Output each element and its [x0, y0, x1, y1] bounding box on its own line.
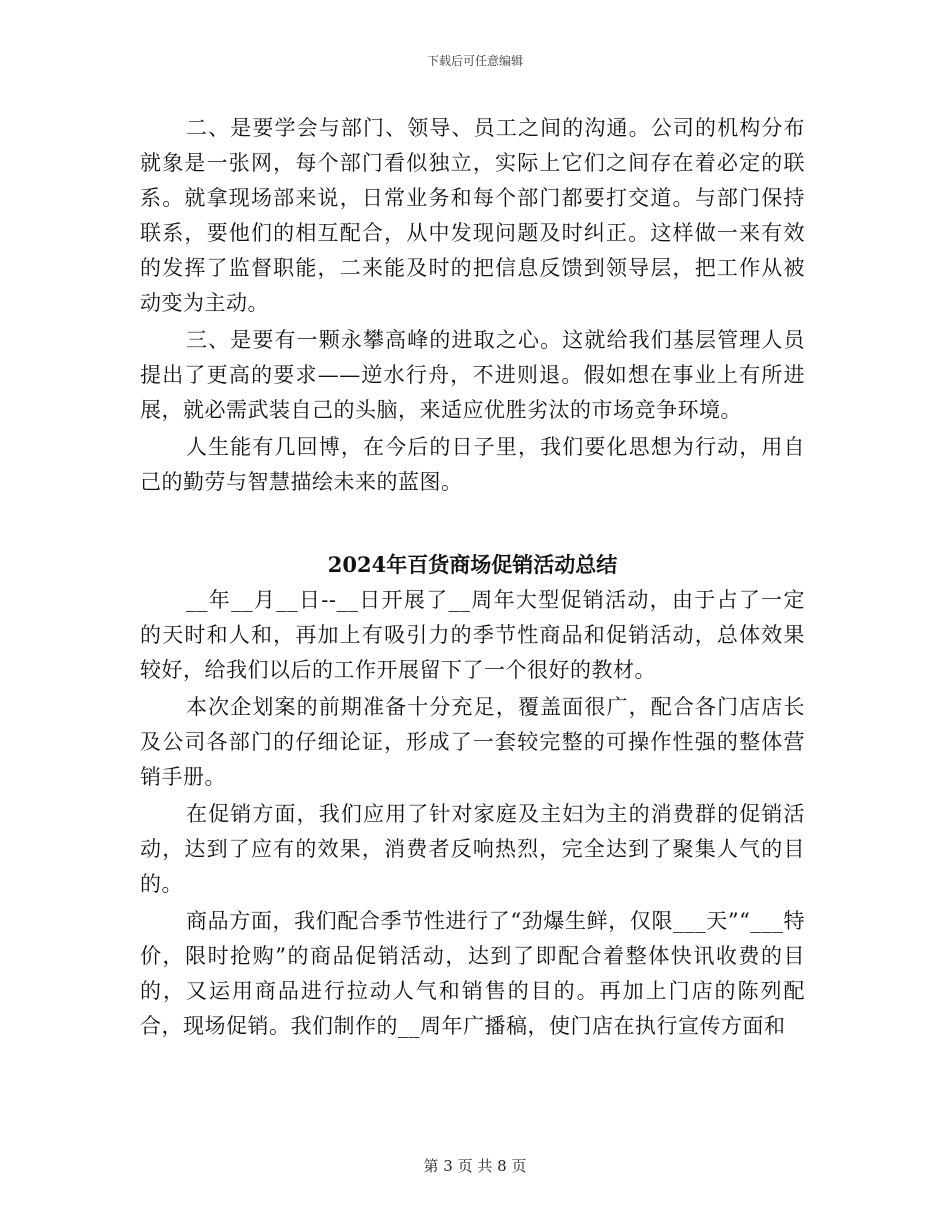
paragraph: 商品方面，我们配合季节性进行了“劲爆生鲜，仅限___天”“___特价，限时抢购”的商品促销活动，达到了即配合着整体快讯收费的目的，又运用商品进行拉动人气和销售的目的。再加上门店的陈列配合，现场促销。我们制作的__周年广播稿，使门店在执行宣传方面和 [140, 909, 805, 1038]
document-body [140, 111, 805, 1046]
section-title: 2024年百货商场促销活动总结 [327, 552, 618, 577]
paragraph: 三、是要有一颗永攀高峰的进取之心。这就给我们基层管理人员提出了更高的要求——逆水行舟，不进则退。假如想在事业上有所进展，就必需武装自己的头脑，来适应优胜劣汰的市场竞争环境。 [140, 328, 805, 422]
paragraph: 二、是要学会与部门、领导、员工之间的沟通。公司的机构分布就象是一张网，每个部门看似独立，实际上它们之间存在着必定的联系。就拿现场部来说，日常业务和每个部门都要打交道。与部门保持联系，要他们的相互配合，从中发现问题及时纠正。这样做一来有效的发挥了监督职能，二来能及时的把信息反馈到领导层，把工作从被动变为主动。 [140, 116, 805, 315]
paragraph: 本次企划案的前期准备十分充足，覆盖面很广，配合各门店店长及公司各部门的仔细论证，形成了一套较完整的可操作性强的整体营销手册。 [140, 695, 805, 789]
paragraph: __年__月__日--__日开展了__周年大型促销活动，由于占了一定的天时和人和，再加上有吸引力的季节性商品和促销活动，总体效果较好，给我们以后的工作开展留下了一个很好的教材。 [140, 588, 805, 682]
page-number: 第 3 页 共 8 页 [423, 1157, 527, 1175]
page-header: 下载后可任意编辑 [426, 54, 523, 68]
paragraph: 在促销方面，我们应用了针对家庭及主妇为主的消费群的促销活动，达到了应有的效果，消费者反响热烈，完全达到了聚集人气的目的。 [140, 802, 805, 896]
paragraph: 人生能有几回博，在今后的日子里，我们要化思想为行动，用自己的勤劳与智慧描绘未来的蓝图。 [140, 435, 805, 494]
